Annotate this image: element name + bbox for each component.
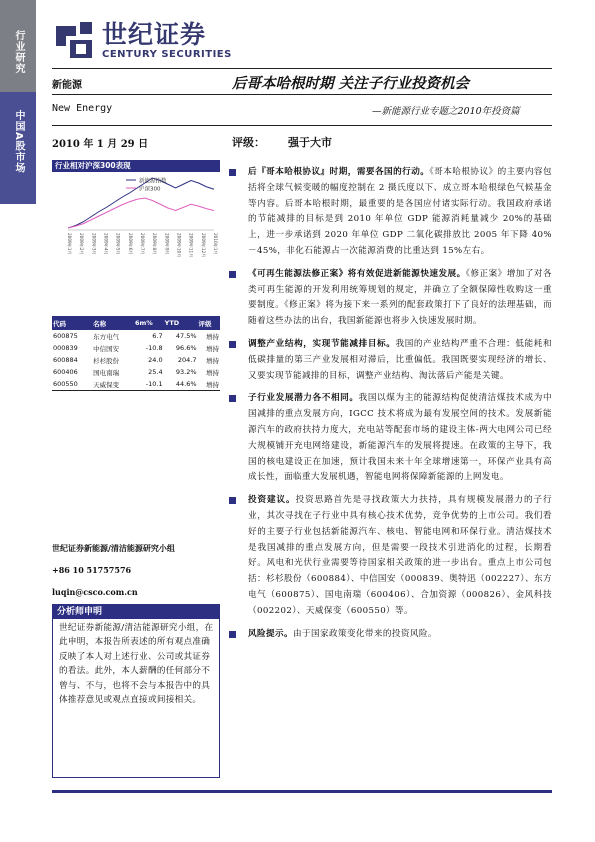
list-item xyxy=(226,267,552,330)
page-subtitle: —新能源行业专题之2010年投资篇 xyxy=(372,106,520,117)
cell-ytd: 204.7 xyxy=(177,356,197,364)
x-tick-label: 2009年1月 xyxy=(67,233,72,255)
header-rule-bottom xyxy=(52,125,552,126)
legend-label-0: 新能源指数 xyxy=(139,178,167,185)
bullet-heading: 《可再生能源法修正案》将有效促进新能源快速发展。 xyxy=(248,268,466,279)
bullet-square-icon xyxy=(229,631,236,638)
x-tick-label: 2009年10月 xyxy=(176,233,182,258)
cell-6m: 24.0 xyxy=(148,356,163,364)
contact-email[interactable]: luqin@csco.com.cn xyxy=(52,587,138,597)
cell-rating: 增持 xyxy=(206,332,219,341)
declaration-title: 分析师申明 xyxy=(53,605,219,619)
cell-rating: 增持 xyxy=(198,378,220,391)
sidebar-bottom-block xyxy=(0,92,36,204)
cell-code: 600550 xyxy=(52,378,92,391)
header-name: 名称 xyxy=(93,319,107,328)
logo-icon xyxy=(52,18,96,62)
bullet-heading: 调整产业结构，实现节能减排目标。 xyxy=(248,338,396,349)
logo-text-en: CENTURY SECURITIES xyxy=(102,48,232,60)
cell-6m: -10.8 xyxy=(145,344,163,352)
bullet-heading: 后『哥本哈根协议』时期，需要各国的行动。 xyxy=(248,167,430,177)
cell-name: 中信国安 xyxy=(93,344,120,353)
table-row xyxy=(52,330,220,342)
x-tick-label: 2009年2月 xyxy=(79,233,85,255)
research-team: 世纪证券新能源/清洁能源研究小组 xyxy=(52,543,175,553)
header-rule-mid xyxy=(52,94,552,95)
page-title: 后哥本哈根时期 关注子行业投资机会 xyxy=(232,75,470,92)
cell-rating: 增持 xyxy=(206,356,219,365)
rating-value: 强于大市 xyxy=(288,136,332,149)
x-tick-label: 2009年8月 xyxy=(152,233,158,255)
cell-name: 天威保变 xyxy=(92,378,134,391)
rating-label: 评级： xyxy=(232,136,265,149)
header-ytd: YTD xyxy=(164,319,180,327)
x-tick-label: 2009年6月 xyxy=(127,233,133,255)
cell-6m: 25.4 xyxy=(148,368,163,376)
sidebar-bottom-label: 中国A股市场 xyxy=(13,110,24,174)
cell-name: 杉杉股份 xyxy=(93,356,120,365)
table-row xyxy=(52,342,220,354)
table-header-row xyxy=(52,316,220,330)
list-item xyxy=(226,627,552,643)
bullet-square-icon xyxy=(229,169,236,176)
x-tick-label: 2009年9月 xyxy=(164,233,170,255)
table-row xyxy=(52,378,220,391)
header-rating: 评级 xyxy=(198,319,212,328)
series-line-1 xyxy=(68,198,214,228)
summary-bullets xyxy=(226,165,552,649)
bullet-heading: 子行业发展潜力各不相同。 xyxy=(248,393,359,404)
x-tick-label: 2009年3月 xyxy=(91,233,97,255)
bullet-text: 《哥本哈根协议》的主要内容包括将全球气候变暖的幅度控制在 2 摄氏度以下、成立哥本哈根绿色气候基金等内容。后哥本哈根时期，最重要的是各国应付诸实际行动。我国政府承诺的节能减排的目标是到 2010 年单位 GDP 能源消耗量减少 20%的基础上，进一步承诺到 2020 年单位 GDP 二氧化碳排放比 2005 年下降 40%－45%，非化石能源占一次能源消费的比重达到 15%左右。 xyxy=(248,167,552,256)
bullet-text: 我国的产业结构严重不合理：低能耗和低碳排量的第三产业发展相对滞后，比重偏低。我国既要实现经济的增长、又要实现节能减排的目标，调整产业结构、淘汰落后产能是关键。 xyxy=(248,338,552,381)
bullet-square-icon xyxy=(229,271,236,278)
header-code: 代码 xyxy=(53,319,66,328)
x-tick-label: 2009年7月 xyxy=(140,233,145,255)
cell-code: 000839 xyxy=(53,344,78,352)
cell-ytd: 44.6% xyxy=(164,378,198,391)
bullet-text: 投资思路首先是寻找政策大力扶持，具有规模发展潜力的子行业，其次寻找在子行业中具有核心技术优势，竞争优势的上市公司。我们看好的主要子行业包括新能源汽车、核电、智能电网和环保行业。清洁煤技术是我国减排的重点发展方向，但是需要一段技术引进消化的过程，长期看好。风电和光伏行业需要等待国家相关政策的进一步出台。重点上市公司包括：杉杉股份（600884）、中信国安（000839、奥特迅（002227）、东方电气（600875）、国电南瑞（600406）、合加资源（000826）、金风科技（002202）、天威保变（600550）等。 xyxy=(248,495,552,616)
contact-phone: +86 10 51757576 xyxy=(52,565,132,575)
report-date: 2010 年 1 月 29 日 xyxy=(52,139,149,150)
cell-code: 600884 xyxy=(53,356,78,364)
header-6m: 6m% xyxy=(135,319,153,327)
chart-canvas xyxy=(52,172,220,260)
table-row xyxy=(52,354,220,366)
table-row xyxy=(52,366,220,378)
sidebar-top-block xyxy=(0,0,36,92)
legend-label-1: 沪深300 xyxy=(139,186,161,193)
cell-code: 600875 xyxy=(53,332,78,340)
bullet-heading: 投资建议。 xyxy=(248,495,296,506)
chart-caption: 行业相对沪深300表现 xyxy=(52,160,220,172)
x-tick-label: 2009年12月 xyxy=(200,233,206,258)
stock-table xyxy=(52,316,220,391)
bullet-heading: 风险提示。 xyxy=(248,628,293,639)
cell-6m: 6.7 xyxy=(152,332,163,340)
bullet-square-icon xyxy=(229,341,236,348)
relative-performance-chart xyxy=(52,160,220,260)
bullet-square-icon xyxy=(229,395,236,402)
company-logo xyxy=(52,18,232,62)
cell-rating: 增持 xyxy=(206,368,219,377)
bullet-text: 由于国家政策变化带来的投资风险。 xyxy=(292,628,437,639)
logo-text-cn: 世纪证券 xyxy=(102,19,207,49)
list-item xyxy=(226,493,552,619)
footer-rule xyxy=(52,790,552,793)
x-tick-label: 2009年5月 xyxy=(115,233,121,255)
bullet-text: 《修正案》增加了对各类可再生能源的开发利用统筹规划的规定，并确立了全额保障性收购这一重要制度。《修正案》将为接下来一系列的配套政策打下了良好的法理基础，而随着这些办法的出台，我国新能源也将步入快速发展时期。 xyxy=(248,268,552,327)
cell-name: 东方电气 xyxy=(93,332,120,341)
sidebar-top-label: 行业研究 xyxy=(13,30,24,74)
x-tick-label: 2010年1月 xyxy=(213,233,218,255)
x-tick-label: 2009年4月 xyxy=(103,233,109,255)
cell-rating: 增持 xyxy=(206,344,219,353)
list-item xyxy=(226,391,552,486)
left-sidebar xyxy=(0,0,36,842)
cell-ytd: 96.6% xyxy=(175,344,197,352)
cell-code: 600406 xyxy=(53,368,78,376)
list-item xyxy=(226,337,552,384)
bullet-text: 我国以煤为主的能源结构促使清洁煤技术成为中国减排的重点发展方向，IGCC 技术将成为最有发展空间的技术。发展新能源汽车的政府扶持力度大，充电站等配套市场的建设主体-两大电网公司已经大规模铺开充电网络建设，新能源汽车的发展将提速。在政策的主导下，我国的核电建设正在加速，预计我国未来十年全球增速第一，环保产业具有高成长性，面临重大发展机遇，智能电网将保障新能源的上网发电。 xyxy=(248,393,552,483)
declaration-body: 世纪证券新能源/清洁能源研究小组，在此申明，本报告所表述的所有观点准确反映了本人对上述行业、公司或其证券的看法。此外，本人薪酬的任何部分不曾与、不与，也将不会与本报告中的具体推荐意见或观点直接或间接相关。 xyxy=(59,623,214,706)
cell-name: 国电南瑞 xyxy=(93,368,120,377)
cell-ytd: 93.2% xyxy=(175,368,197,376)
bullet-square-icon xyxy=(229,497,236,504)
cell-ytd: 47.5% xyxy=(175,332,197,340)
list-item xyxy=(226,165,552,260)
analyst-declaration xyxy=(52,604,220,778)
cell-6m: -10.1 xyxy=(134,378,164,391)
sector-label: 新能源 xyxy=(52,80,82,91)
sector-label-en: New Energy xyxy=(52,103,113,114)
x-tick-label: 2009年11月 xyxy=(188,233,194,258)
header-rule-top xyxy=(52,68,552,69)
